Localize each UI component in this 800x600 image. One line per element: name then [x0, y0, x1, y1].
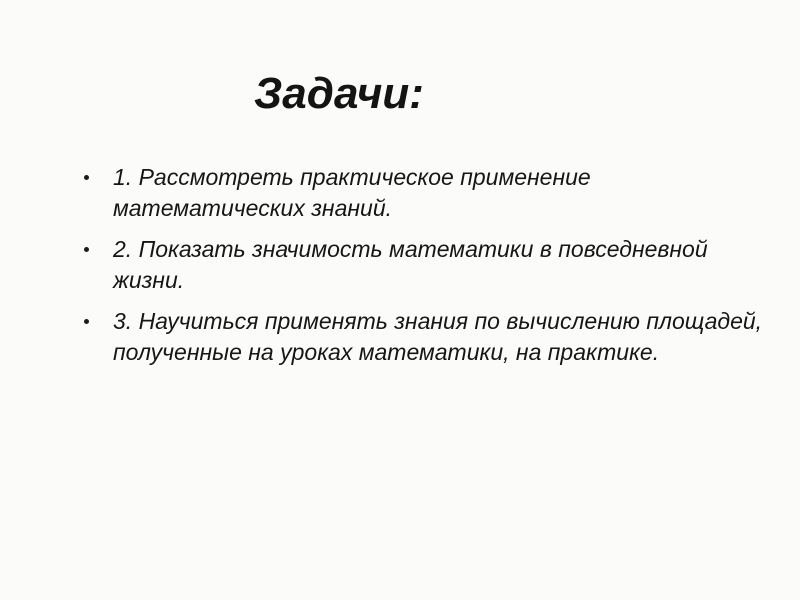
- task-text: 1. Рассмотреть практическое применение математических знаний.: [113, 164, 591, 221]
- task-text: 3. Научиться применять знания по вычислению площадей, полученные на уроках математики, на практике.: [113, 308, 763, 365]
- task-list: [84, 162, 764, 378]
- task-text: 2. Показать значимость математики в повседневной жизни.: [113, 236, 708, 293]
- slide-title: Задачи:: [254, 69, 424, 118]
- bullet-icon: [84, 175, 89, 180]
- bullet-icon: [84, 319, 89, 324]
- task-item: [84, 162, 764, 224]
- bullet-icon: [84, 247, 89, 252]
- task-item: [84, 306, 764, 368]
- task-item: [84, 234, 764, 296]
